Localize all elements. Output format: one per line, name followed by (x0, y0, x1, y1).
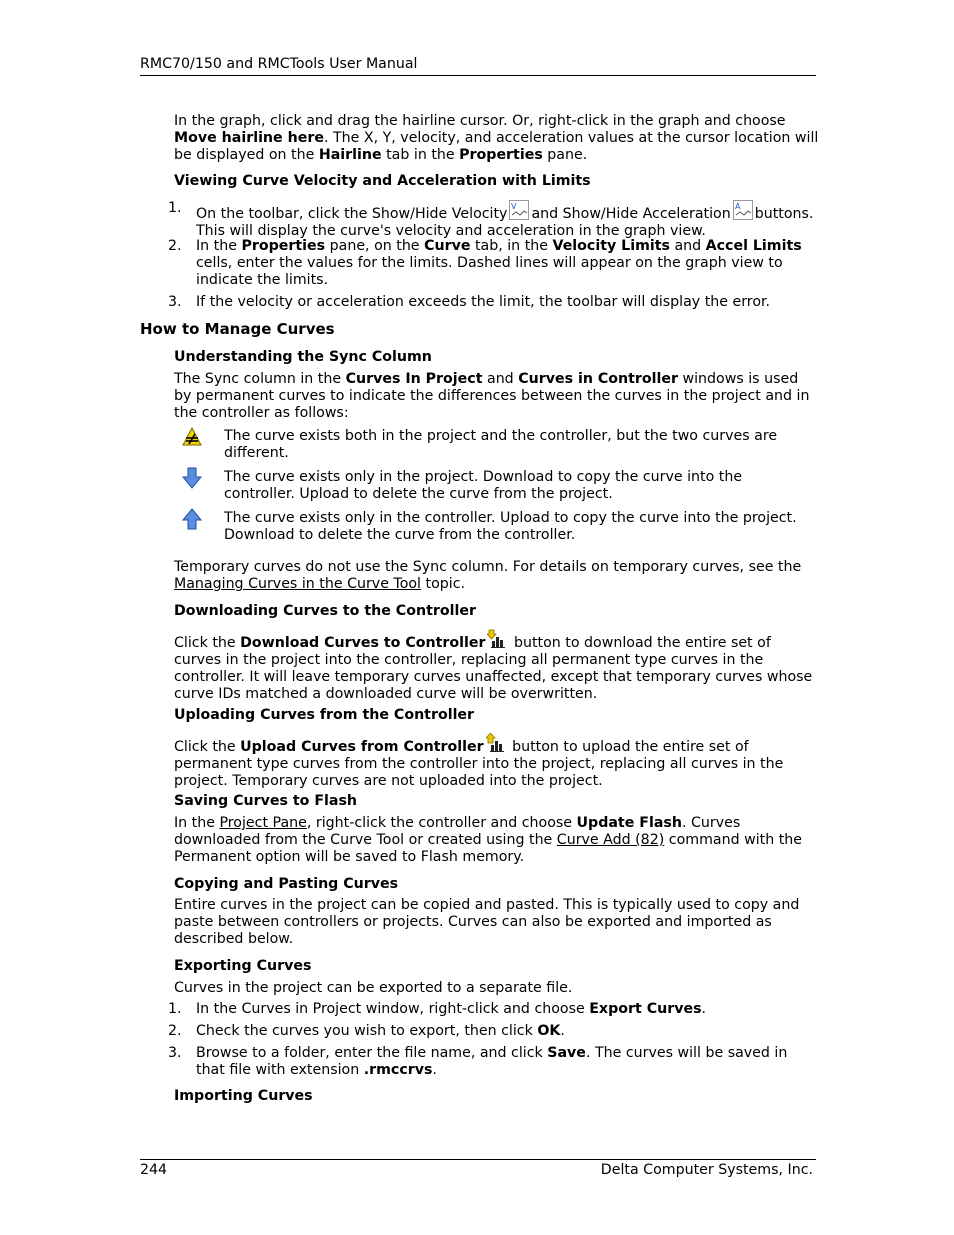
velocity-heading: Viewing Curve Velocity and Acceleration with Limits (174, 173, 591, 189)
temporary-curves-paragraph: Temporary curves do not use the Sync column. For details on temporary curves, see the Managing Curves in the Curve Tool topic. (174, 559, 802, 592)
sync-paragraph: The Sync column in the Curves In Project and Curves in Controller windows is used by permanent curves to indicate the differences between the curves in the project and in the controller as follows: (174, 371, 810, 421)
upload-paragraph: Click the Upload Curves from Controller button to upload the entire set of permanent type curves from the controller into the project, replacing all curves in the project. Temporary curves are not uploaded into the project. (174, 733, 819, 790)
step-number: 2. (168, 238, 182, 254)
footer-rule (140, 1159, 816, 1160)
list-item: Browse to a folder, enter the file name, and click Save. The curves will be saved in that file with extension .rmccrvs. (196, 1045, 788, 1078)
sync-row-text: The curve exists only in the controller. Upload to copy the curve into the project. Download to delete the curve from the controller. (224, 510, 797, 543)
svg-text:A: A (734, 202, 741, 211)
manage-heading: How to Manage Curves (140, 320, 335, 338)
project-pane-link[interactable]: Project Pane (219, 815, 307, 831)
export-heading: Exporting Curves (174, 958, 312, 974)
upload-curves-icon (486, 733, 506, 753)
page-number: 244 (140, 1162, 168, 1178)
sync-row-text: The curve exists both in the project and the controller, but the two curves are different. (224, 428, 778, 461)
page-header-title: RMC70/150 and RMCTools User Manual (140, 56, 418, 72)
step-number: 3. (168, 1045, 182, 1061)
arrow-down-icon (181, 467, 203, 489)
step-number: 1. (168, 1001, 182, 1017)
list-item: If the velocity or acceleration exceeds the limit, the toolbar will display the error. (196, 294, 771, 310)
hairline-paragraph: In the graph, click and drag the hairline cursor. Or, right-click in the graph and choose Move hairline here. The X, Y, velocity, and acceleration values at the cursor location will be displayed on the Hairline tab in the Properties pane. (174, 113, 819, 163)
svg-text:V: V (511, 202, 517, 211)
acceleration-icon (733, 200, 753, 220)
copy-heading: Copying and Pasting Curves (174, 876, 399, 892)
step-number: 3. (168, 294, 182, 310)
sync-heading: Understanding the Sync Column (174, 349, 432, 365)
arrow-up-icon (181, 508, 203, 530)
download-heading: Downloading Curves to the Controller (174, 603, 476, 619)
import-heading: Importing Curves (174, 1088, 313, 1104)
list-item: On the toolbar, click the Show/Hide Velocity V and Show/Hide Acceleration A buttons. This will display the curve's velocity and acceleration in the graph view. (196, 202, 814, 239)
curve-add-link[interactable]: Curve Add (82) (556, 832, 665, 848)
flash-paragraph: In the Project Pane, right-click the controller and choose Update Flash. Curves downloaded from the Curve Tool or created using the Curve Add (82) command with the Permanent option will be saved to Flash memory. (174, 815, 802, 865)
flash-heading: Saving Curves to Flash (174, 793, 358, 809)
header-rule (140, 75, 816, 76)
copy-paragraph: Entire curves in the project can be copied and pasted. This is typically used to copy and paste between controllers or projects. Curves can also be exported and imported as described below. (174, 897, 800, 947)
upload-heading: Uploading Curves from the Controller (174, 707, 475, 723)
step-number: 2. (168, 1023, 182, 1039)
download-curves-icon (487, 629, 507, 649)
sync-different-icon (181, 426, 203, 448)
export-intro: Curves in the project can be exported to a separate file. (174, 980, 573, 996)
managing-curves-link[interactable]: Managing Curves in the Curve Tool (174, 576, 421, 592)
list-item: In the Properties pane, on the Curve tab, in the Velocity Limits and Accel Limits cells, enter the values for the limits. Dashed lines will appear on the graph view to indicate the limits. (196, 238, 802, 288)
step-number: 1. (168, 200, 182, 216)
sync-row-text: The curve exists only in the project. Download to copy the curve into the controller. Upload to delete the curve from the project. (224, 469, 743, 502)
list-item: Check the curves you wish to export, then click OK. (196, 1023, 565, 1039)
list-item: In the Curves in Project window, right-click and choose Export Curves. (196, 1001, 707, 1017)
download-paragraph: Click the Download Curves to Controller button to download the entire set of curves in the project into the controller, replacing all permanent type curves in the controller. It will leave temporary curves unaffected, except that temporary curves whose curve IDs matched a downloaded curve will be overwritten. (174, 629, 819, 703)
velocity-icon (509, 200, 529, 220)
footer-company: Delta Computer Systems, Inc. (600, 1162, 813, 1178)
